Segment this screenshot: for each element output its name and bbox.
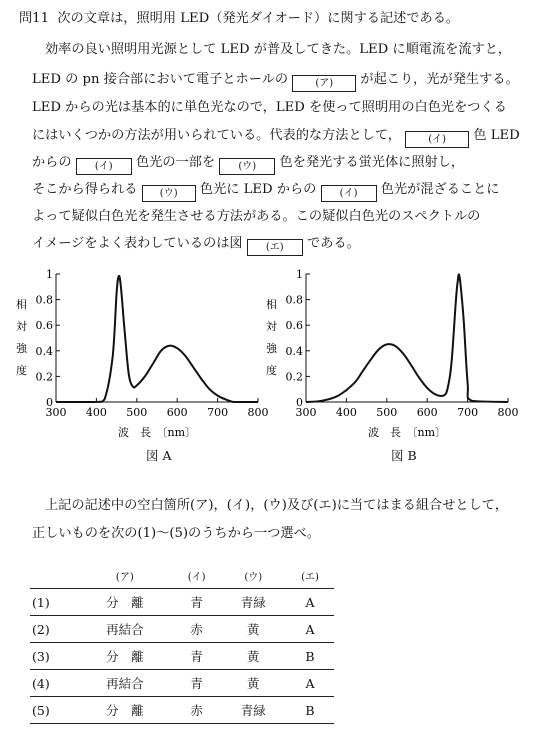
xtick-label-a: 500 <box>126 406 148 419</box>
header-cell <box>30 562 77 589</box>
line6-text-a: そこから得られる <box>32 182 138 197</box>
answer-table <box>30 562 334 724</box>
paragraph-line-3: LED からの光は基本的に単色光なので，LED を使って照明用の白色光をつくる <box>32 100 507 115</box>
xtick-label-a: 700 <box>207 406 229 419</box>
ytick-label-a: 0 <box>46 396 53 409</box>
line5-text-a: からの <box>32 155 72 170</box>
cell-i: 青 <box>173 670 221 697</box>
question-heading <box>19 10 459 28</box>
option-number: (1) <box>30 589 77 616</box>
paragraph-line-4 <box>32 127 520 148</box>
prompt-line-1: 上記の記述中の空白箇所(ア)，(イ)，(ウ)及び(エ)に当てはまる組合せとして， <box>45 498 508 513</box>
cell-u: 黄 <box>221 616 286 643</box>
xtick-label-a: 600 <box>166 406 188 419</box>
paragraph-line-8 <box>32 235 360 256</box>
paragraph-line-5 <box>32 154 464 175</box>
ytick-label-a: 0.6 <box>35 319 53 333</box>
ytick-label-b: 0 <box>296 396 303 409</box>
paragraph-line-2 <box>32 71 519 92</box>
option-number: (2) <box>30 616 77 643</box>
ytick-label-b: 0.4 <box>285 344 303 358</box>
paragraph-line-1: 効率の良い照明用光源として LED が普及してきた。LED に順電流を流すと， <box>45 42 512 57</box>
cell-a: 分 離 <box>77 697 173 724</box>
line6-text-b: 色光に LED からの <box>199 182 317 197</box>
ytick-label-a: 0.8 <box>35 293 53 307</box>
header-cell-u: (ウ) <box>221 562 286 589</box>
ytick-label-b: 0.2 <box>285 370 303 384</box>
table-header-row <box>30 562 334 589</box>
question-heading-text: 次の文章は，照明用 LED（発光ダイオード）に関する記述である。 <box>57 11 460 26</box>
line4-text-a: にはいくつかの方法が用いられている。代表的な方法として， <box>32 128 401 143</box>
blank-a-box: (ア) <box>292 75 356 92</box>
line6-text-c: 色光が混ざることに <box>380 182 500 197</box>
xtick-label-a: 400 <box>85 406 107 419</box>
line8-text-a: イメージをよく表わしているのは図 <box>32 236 243 251</box>
ylabel-char-a: 強 <box>16 342 27 355</box>
table-row[interactable] <box>30 616 334 643</box>
cell-e: B <box>286 643 334 670</box>
blank-u-box-2: (ウ) <box>142 185 196 202</box>
xtick-label-b: 700 <box>457 406 479 419</box>
ytick-label-a: 0.4 <box>35 344 53 358</box>
xtick-label-b: 400 <box>335 406 357 419</box>
paragraph-line-6 <box>32 181 499 202</box>
cell-u: 黄 <box>221 670 286 697</box>
cell-u: 青緑 <box>221 697 286 724</box>
ytick-label-a: 0.2 <box>35 370 53 384</box>
figure-a-chart <box>10 264 272 442</box>
blank-i-box-3: (イ) <box>321 185 377 202</box>
table-row[interactable] <box>30 643 334 670</box>
paragraph-line-7: よって疑似白色光を発生させる方法がある。この疑似白色光のスペクトルの <box>32 209 481 224</box>
cell-a: 再結合 <box>77 670 173 697</box>
xtick-label-a: 800 <box>247 406 269 419</box>
option-number: (3) <box>30 643 77 670</box>
spectrum-line-a <box>56 276 258 402</box>
figure-b-caption: 図 B <box>391 448 417 463</box>
ytick-label-b: 0.8 <box>285 293 303 307</box>
cell-i: 青 <box>173 643 221 670</box>
ylabel-char-a: 相 <box>16 298 27 311</box>
cell-i: 青 <box>173 589 221 616</box>
prompt-line-2: 正しいものを次の(1)〜(5)のうちから一つ選べ。 <box>32 526 320 541</box>
option-number: (4) <box>30 670 77 697</box>
xtick-label-b: 300 <box>295 406 317 419</box>
line8-text-b: である。 <box>307 236 360 251</box>
header-cell-e: (エ) <box>286 562 334 589</box>
line5-text-c: 色を発光する蛍光体に照射し， <box>279 155 465 170</box>
xlabel-b: 波 長 〔nm〕 <box>367 426 447 439</box>
option-number: (5) <box>30 697 77 724</box>
cell-a: 再結合 <box>77 616 173 643</box>
figure-a-caption: 図 A <box>146 448 172 463</box>
blank-i-box-1: (イ) <box>405 131 469 148</box>
ylabel-char-a: 対 <box>16 320 27 333</box>
cell-e: A <box>286 670 334 697</box>
blank-u-box-1: (ウ) <box>219 158 275 175</box>
xtick-label-b: 800 <box>497 406 519 419</box>
line2-text-a: LED の pn 接合部において電子とホールの <box>32 72 289 87</box>
spectrum-line-b <box>306 274 508 402</box>
table-row[interactable] <box>30 697 334 724</box>
cell-e: B <box>286 697 334 724</box>
ytick-label-a: 1 <box>46 268 53 281</box>
xlabel-a: 波 長 〔nm〕 <box>117 426 197 439</box>
table-row[interactable] <box>30 589 334 616</box>
question-number: 問11 <box>19 11 49 26</box>
ylabel-char-b: 度 <box>266 364 277 377</box>
cell-i: 赤 <box>173 616 221 643</box>
blank-i-box-2: (イ) <box>76 158 132 175</box>
ylabel-char-b: 相 <box>266 298 277 311</box>
ytick-label-b: 0.6 <box>285 319 303 333</box>
header-cell-i: (イ) <box>173 562 221 589</box>
line4-text-b: 色 LED <box>473 128 520 143</box>
ylabel-char-b: 対 <box>266 320 277 333</box>
blank-e-box: (エ) <box>247 239 303 256</box>
cell-u: 黄 <box>221 643 286 670</box>
cell-e: A <box>286 589 334 616</box>
figure-b-chart <box>260 264 522 442</box>
line5-text-b: 色光の一部を <box>135 155 216 170</box>
xtick-label-b: 500 <box>376 406 398 419</box>
cell-a: 分 離 <box>77 589 173 616</box>
cell-u: 青緑 <box>221 589 286 616</box>
cell-a: 分 離 <box>77 643 173 670</box>
xtick-label-a: 300 <box>45 406 67 419</box>
table-row[interactable] <box>30 670 334 697</box>
xtick-label-b: 600 <box>416 406 438 419</box>
ytick-label-b: 1 <box>296 268 303 281</box>
ylabel-char-b: 強 <box>266 342 277 355</box>
cell-e: A <box>286 616 334 643</box>
ylabel-char-a: 度 <box>16 364 27 377</box>
line2-text-b: が起こり，光が発生する。 <box>360 72 519 87</box>
cell-i: 赤 <box>173 697 221 724</box>
header-cell-a: (ア) <box>77 562 173 589</box>
